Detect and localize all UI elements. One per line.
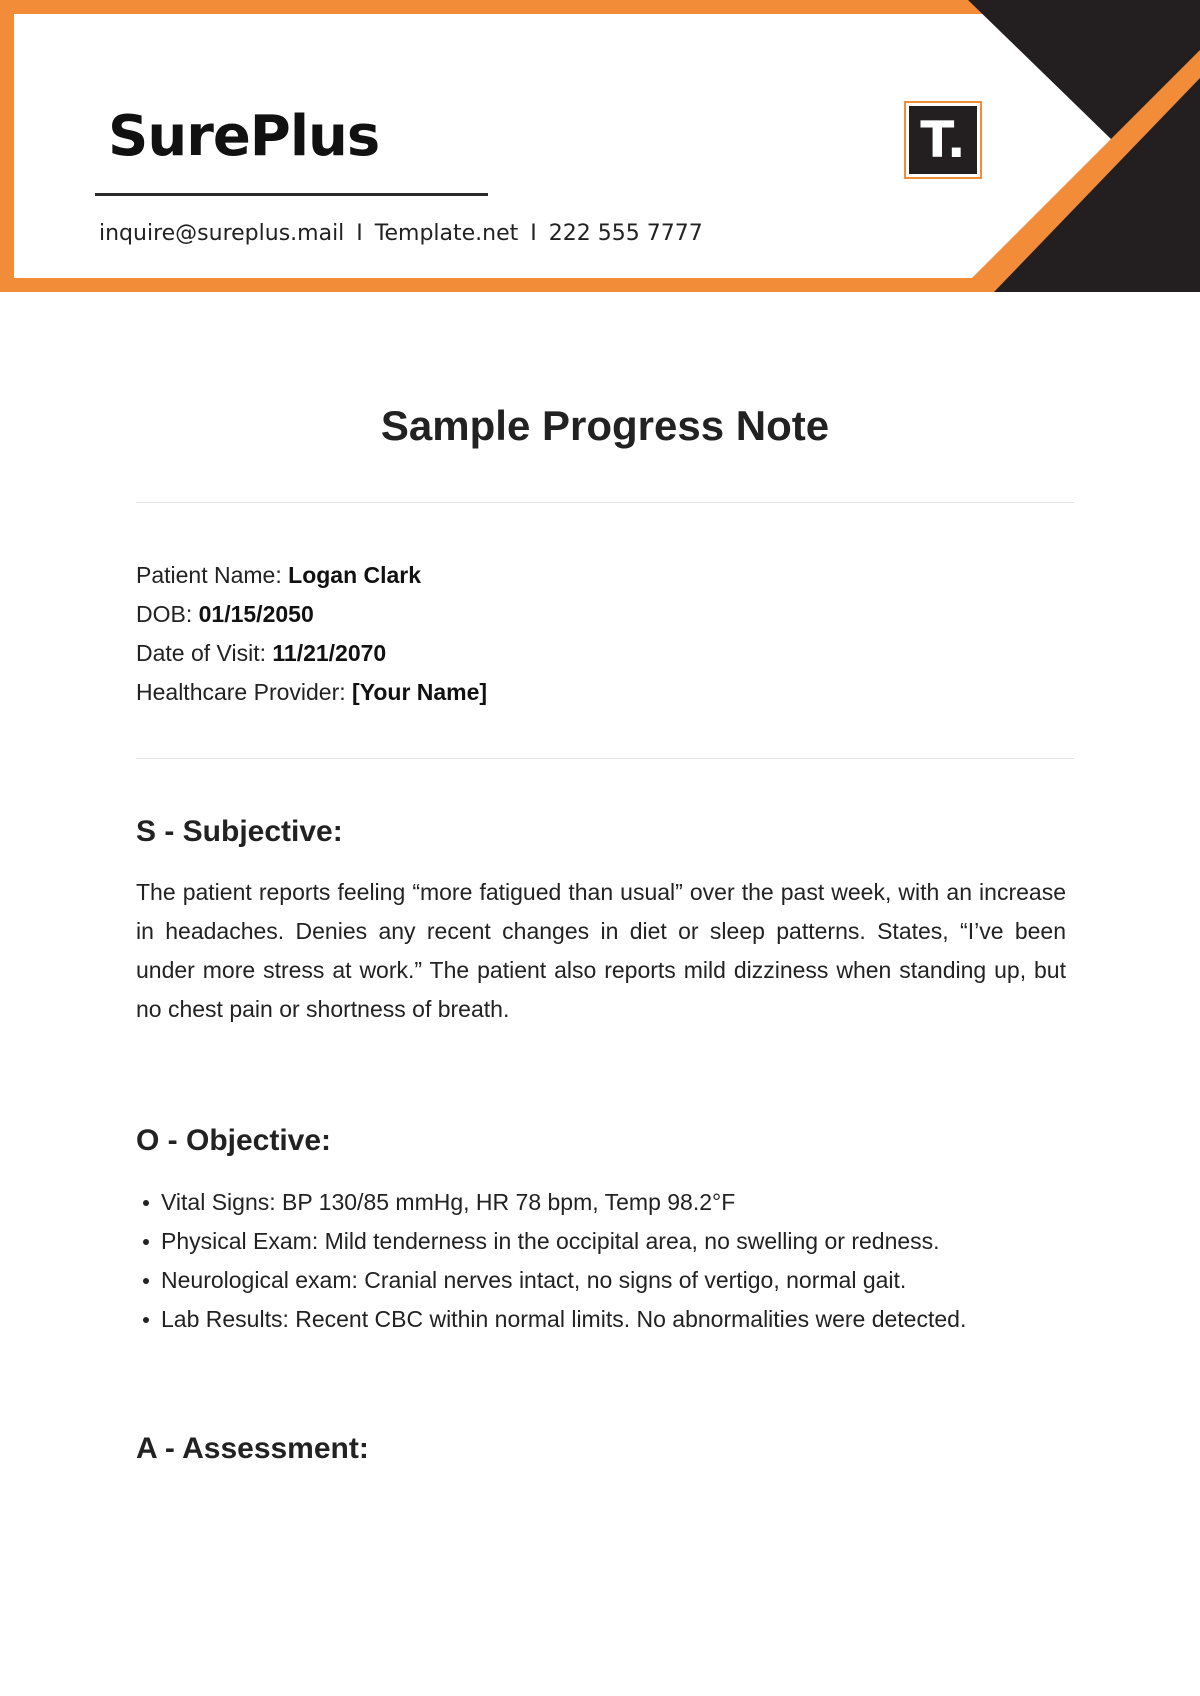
info-label: Date of Visit: bbox=[136, 640, 266, 666]
list-item: Physical Exam: Mild tenderness in the occipital area, no swelling or redness. bbox=[136, 1222, 966, 1261]
contact-separator: I bbox=[356, 221, 363, 246]
contact-phone: 222 555 7777 bbox=[548, 221, 703, 246]
subjective-text: The patient reports feeling “more fatigued than usual” over the past week, with an increase in headaches. Denies any recent changes in diet or sleep patterns. States, “I’ve been under more stress at work.” The patient also reports mild dizziness when standing up, but no chest pain or shortness of breath. bbox=[136, 879, 1066, 1022]
document-title: Sample Progress Note bbox=[380, 402, 830, 449]
contact-line bbox=[99, 221, 703, 246]
template-logo bbox=[904, 101, 982, 179]
divider bbox=[136, 502, 1074, 503]
assessment-heading: A - Assessment: bbox=[136, 1432, 369, 1465]
subjective-heading: S - Subjective: bbox=[136, 815, 343, 848]
objective-list bbox=[136, 1183, 966, 1339]
dob-row bbox=[136, 595, 487, 634]
brand-underline bbox=[95, 193, 488, 196]
provider-row bbox=[136, 673, 487, 712]
logo-letter: T. bbox=[909, 106, 977, 174]
contact-email: inquire@sureplus.mail bbox=[99, 221, 345, 246]
info-label: Healthcare Provider: bbox=[136, 679, 346, 705]
list-item: Vital Signs: BP 130/85 mmHg, HR 78 bpm, Temp 98.2°F bbox=[136, 1183, 966, 1222]
brand-name: SurePlus bbox=[108, 104, 380, 169]
patient-info bbox=[136, 556, 487, 712]
divider bbox=[136, 758, 1074, 759]
patient-name-row bbox=[136, 556, 487, 595]
provider-value: [Your Name] bbox=[352, 679, 488, 705]
visit-date-row bbox=[136, 634, 487, 673]
contact-separator: I bbox=[530, 221, 537, 246]
visit-date-value: 11/21/2070 bbox=[272, 640, 387, 666]
list-item: Neurological exam: Cranial nerves intact, no signs of vertigo, normal gait. bbox=[136, 1261, 966, 1300]
info-label: Patient Name: bbox=[136, 562, 282, 588]
letterhead bbox=[0, 0, 1200, 292]
info-label: DOB: bbox=[136, 601, 193, 627]
contact-website: Template.net bbox=[374, 221, 519, 246]
objective-heading: O - Objective: bbox=[136, 1124, 332, 1157]
patient-name-value: Logan Clark bbox=[288, 562, 422, 588]
list-item: Lab Results: Recent CBC within normal limits. No abnormalities were detected. bbox=[136, 1300, 966, 1339]
dob-value: 01/15/2050 bbox=[198, 601, 314, 627]
